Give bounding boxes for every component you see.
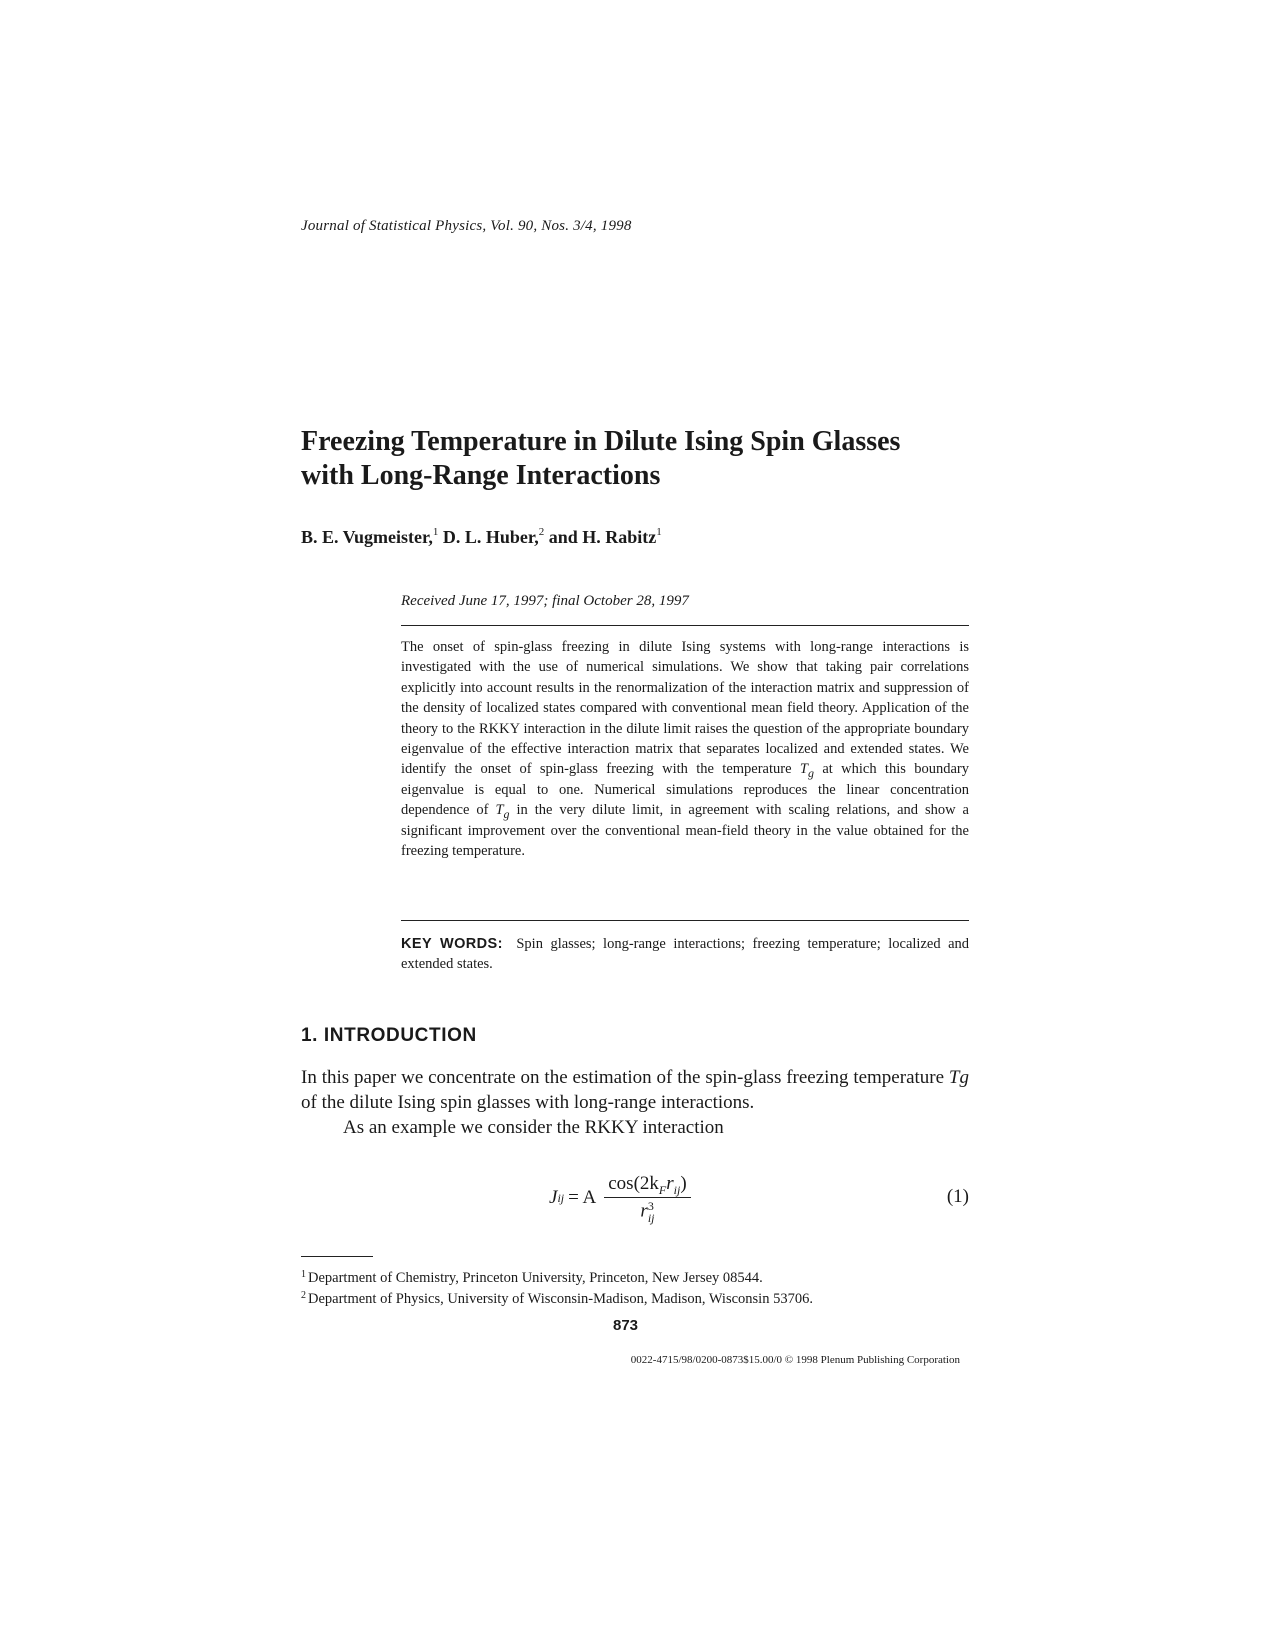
abstract	[401, 637, 969, 861]
abstract-text: in the very dilute limit, in agreement with scaling relations, and show a significant improvement over the conventional mean-field theory in the value obtained for the freezing temperature.	[401, 802, 969, 860]
paragraph: As an example we consider the RKKY interaction	[343, 1117, 724, 1138]
keywords-text: Spin glasses; long-range interactions; freezing temperature; localized and extended states.	[401, 936, 970, 973]
page-number: 873	[613, 1317, 639, 1334]
copyright-line: 0022-4715/98/0200-0873$15.00/0 © 1998 Plenum Publishing Corporation	[630, 1354, 960, 1366]
equation-body: J ij = A $\cos(2k_Fr_{ij})$ r 3 ij	[549, 1168, 691, 1228]
abstract-bottom-rule	[401, 920, 969, 921]
affiliation-mark: 1	[432, 526, 439, 538]
equation-number: (1)	[946, 1186, 969, 1207]
tg-symbol: Tg	[948, 1067, 969, 1088]
abstract-top-rule	[401, 625, 969, 626]
abstract-text: The onset of spin-glass freezing in dilute Ising systems with long-range interactions is investigated with the use of numerical simulations. We show that taking pair correlations explicitly into account results in the renormalization of the interaction matrix and suppression of the density of localized states compared with conventional mean field theory. Application of the theory to the RKKY interaction in the dilute limit raises the question of the appropriate boundary eigenvalue of the effective interaction matrix that separates localized and extended states. We identify the onset of spin-glass freezing with the temperature	[401, 639, 969, 778]
tg-symbol: $T_g$	[495, 802, 510, 822]
affiliation-mark: 2	[538, 526, 545, 538]
author-name: and H. Rabitz	[548, 527, 657, 547]
intro-body	[301, 1065, 969, 1140]
affiliation-mark: 1	[656, 526, 662, 538]
journal-citation: Journal of Statistical Physics, Vol. 90, Nos. 3/4, 1998	[301, 218, 632, 234]
equation-1	[301, 1168, 969, 1228]
received-dates: Received June 17, 1997; final October 28, 1997	[401, 593, 689, 609]
author-list	[301, 527, 662, 548]
abstract-text: at which this boundary eigenvalue is equal to one. Numerical simulations reproduces the linear concentration dependence of	[401, 761, 969, 819]
title-line: with Long-Range Interactions	[301, 460, 661, 491]
paragraph: In this paper we concentrate on the estimation of the spin-glass freezing temperature Tg of the dilute Ising spin glasses with long-range interactions.	[301, 1067, 969, 1113]
author-name: B. E. Vugmeister,	[301, 527, 433, 547]
fraction-denominator: r 3 ij	[640, 1198, 655, 1225]
fraction	[604, 1173, 690, 1224]
paper-title	[301, 425, 1001, 493]
footnote-rule	[301, 1256, 373, 1257]
footnote: $^2$ Department of Physics, University of Wisconsin-Madison, Madison, Wisconsin 53706.	[301, 1290, 813, 1307]
fraction-numerator: $\cos(2k_Fr_{ij})$	[604, 1173, 690, 1198]
section-heading: 1. INTRODUCTION	[301, 1025, 477, 1046]
footnote: $^1$ Department of Chemistry, Princeton University, Princeton, New Jersey 08544.	[301, 1269, 763, 1286]
keywords	[401, 934, 969, 975]
keywords-label: KEY WORDS:	[401, 936, 503, 952]
author-name: D. L. Huber,	[442, 527, 539, 547]
title-line: Freezing Temperature in Dilute Ising Spin Glasses	[301, 426, 901, 457]
tg-symbol: $T_g$	[799, 761, 814, 781]
